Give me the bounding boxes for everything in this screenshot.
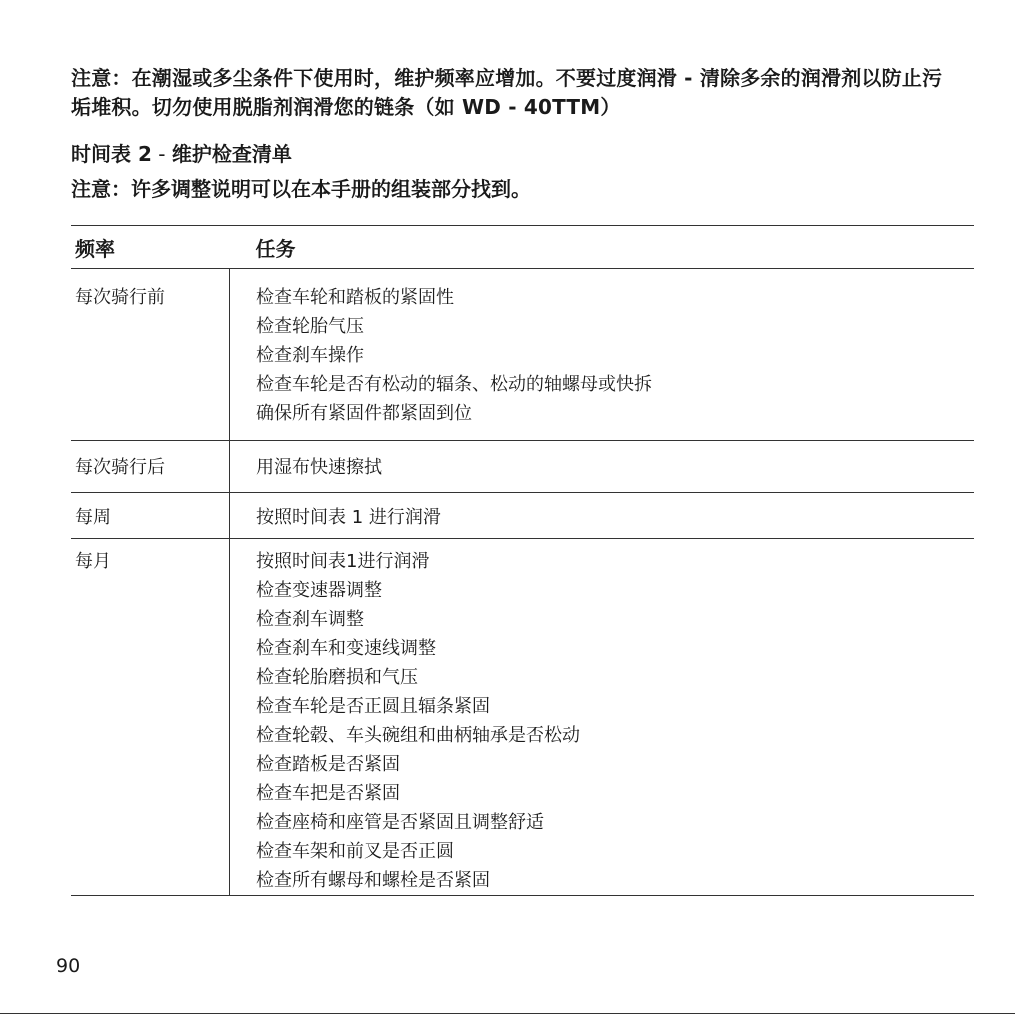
task-item: 用湿布快速擦拭	[256, 457, 382, 478]
task-item: 检查车轮和踏板的紧固性	[256, 287, 454, 308]
task-item: 确保所有紧固件都紧固到位	[256, 403, 472, 424]
task-cell	[230, 539, 975, 896]
table-row	[71, 493, 974, 539]
adjustment-note: 注意：许多调整说明可以在本手册的组装部分找到。	[71, 177, 531, 201]
task-item: 按照时间表1进行润滑	[256, 551, 430, 572]
page-number: 90	[56, 955, 81, 977]
frequency-cell: 每次骑行前	[71, 269, 230, 441]
header-frequency: 频率	[71, 226, 230, 269]
task-item: 检查车轮是否有松动的辐条、松动的轴螺母或快拆	[256, 374, 652, 395]
frequency-cell: 每次骑行后	[71, 441, 230, 493]
task-item: 检查座椅和座管是否紧固且调整舒适	[256, 812, 544, 833]
task-item: 按照时间表 1 进行润滑	[256, 507, 441, 528]
table-title-sub: 维护检查清单	[171, 142, 292, 166]
header-task: 任务	[230, 226, 975, 269]
task-item: 检查踏板是否紧固	[256, 754, 400, 775]
task-item: 检查轮胎气压	[256, 316, 364, 337]
page-bottom-rule	[0, 1013, 1015, 1014]
task-item: 检查轮毂、车头碗组和曲柄轴承是否松动	[256, 725, 580, 746]
task-item: 检查车轮是否正圆且辐条紧固	[256, 696, 490, 717]
task-item: 检查变速器调整	[256, 580, 382, 601]
task-item: 检查刹车调整	[256, 609, 364, 630]
task-item: 检查轮胎磨损和气压	[256, 667, 418, 688]
table-title	[71, 140, 292, 168]
frequency-cell: 每月	[71, 539, 230, 896]
maintenance-warning-note: 注意：在潮湿或多尘条件下使用时，维护频率应增加。不要过度润滑 - 清除多余的润滑剂以防止污垢堆积。切勿使用脱脂剂润滑您的链条（如 WD - 40TTM）	[71, 66, 943, 119]
table-row	[71, 269, 974, 441]
maintenance-checklist-table	[71, 225, 974, 896]
task-cell	[230, 269, 975, 441]
task-cell	[230, 493, 975, 539]
table-row	[71, 539, 974, 896]
table-header-row	[71, 226, 974, 269]
task-item: 检查车把是否紧固	[256, 783, 400, 804]
table-title-main: 时间表 2	[71, 142, 152, 166]
task-item: 检查车架和前叉是否正圆	[256, 841, 454, 862]
task-item: 检查刹车和变速线调整	[256, 638, 436, 659]
task-item: 检查所有螺母和螺栓是否紧固	[256, 870, 490, 891]
table-title-separator: -	[151, 142, 172, 166]
task-item: 检查刹车操作	[256, 345, 364, 366]
frequency-cell: 每周	[71, 493, 230, 539]
task-cell	[230, 441, 975, 493]
table-row	[71, 441, 974, 493]
